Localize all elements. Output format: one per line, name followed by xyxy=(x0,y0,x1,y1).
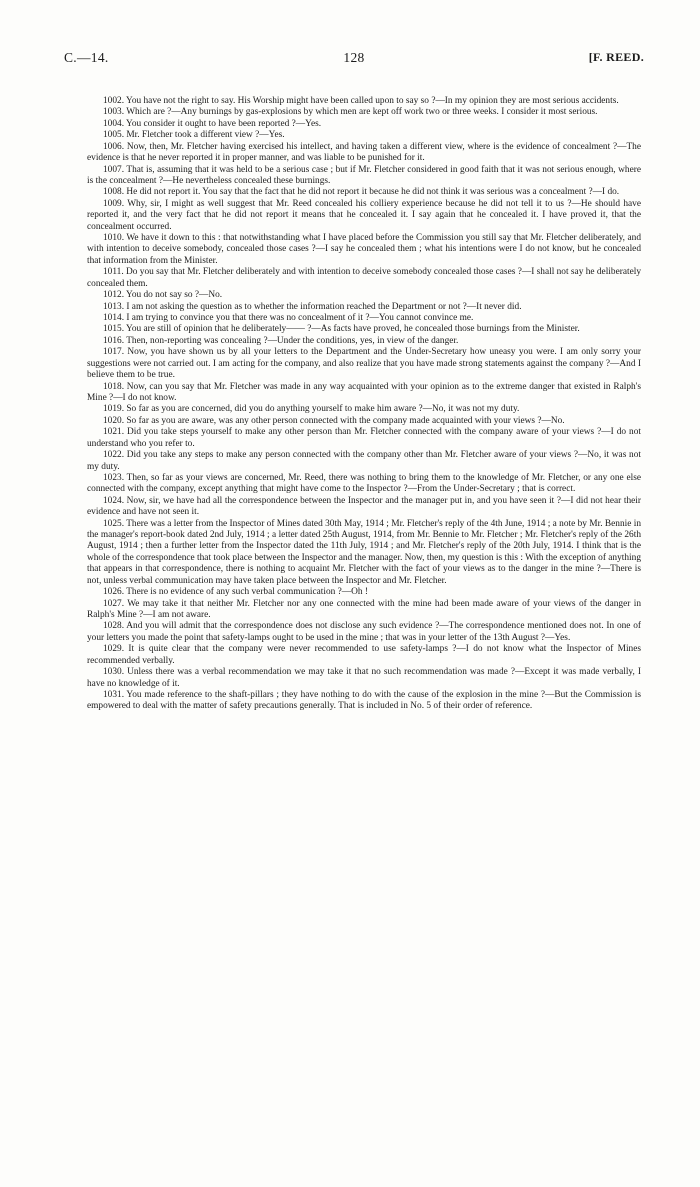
document-reference: C.—14. xyxy=(64,50,109,65)
question-1005: 1005. Mr. Fletcher took a different view ?—Yes. xyxy=(103,130,285,141)
page-number: 128 xyxy=(343,50,365,65)
question-1031: 1031. You made reference to the shaft-pillars ; they have nothing to do with the cause of the explosion in the mine ?—But the Commission is empowered to deal with the matter of safety precautions generally. That is included in No. 5 of their order of reference. xyxy=(87,689,641,712)
question-1002: 1002. You have not the right to say. His Worship might have been called upon to say so ?—In my opinion they are most serious accidents. xyxy=(103,96,619,106)
question-1023: 1023. Then, so far as your views are concerned, Mr. Reed, there was nothing to bring them to the knowledge of Mr. Fletcher, or any one else connected with the company, except anything that might have come to the Inspector ?—From the Under-Secretary ; that is correct. xyxy=(87,472,641,495)
question-1016: 1016. Then, non-reporting was concealing ?—Under the conditions, yes, in view of the danger. xyxy=(103,335,459,346)
question-1017: 1017. Now, you have shown us by all your letters to the Department and the Under-Secretary how uneasy you were. I am only sorry your suggestions were not carried out. I am acting for the company, and also realize that you have made strong statements against the company ?—And I believe them to be true. xyxy=(87,347,641,381)
question-1010: 1010. We have it down to this : that notwithstanding what I have placed before the Commission you still say that Mr. Fletcher deliberately, and with intention to deceive somebody, concealed those cases ?—I say he concealed them ; what his intentions were I do not know, but he concealed that information from the Minister. xyxy=(87,233,641,266)
question-1025: 1025. There was a letter from the Inspector of Mines dated 30th May, 1914 ; Mr. Fletcher's reply of the 4th June, 1914 ; a note by Mr. Bennie in the manager's report-book dated 2nd July, 1914 ; a letter dated 25th August, 1914, from Mr. Bennie to Mr. Fletcher ; Mr. Fletcher's reply of the 26th August, 1914 ; then a further letter from the Inspector dated the 11th July, 1914 ; and Mr. Fletcher's reply of the 20th July, 1914. I think that is the whole of the correspondence that took place between the Inspector and the manager. Now, then, my question is this : With the exception of anything that appears in that correspondence, there is nothing to acquaint Mr. Fletcher with the fact of your views as to the danger in the mine ?—There is not, unless verbal communication may have taken place between the Inspector and Mr. Fletcher. xyxy=(87,518,641,586)
question-1027: 1027. We may take it that neither Mr. Fletcher nor any one connected with the mine had been made aware of your views of the danger in Ralph's Mine ?—I am not aware. xyxy=(87,598,641,620)
question-1006: 1006. Now, then, Mr. Fletcher having exercised his intellect, and having taken a different view, where is the evidence of concealment ?—The evidence is that he never reported it in proper manner, and was liable to be punished for it. xyxy=(87,141,641,164)
question-1003: 1003. Which are ?—Any burnings by gas-explosions by which men are kept off work two or three weeks. I consider it most serious. xyxy=(103,107,598,118)
question-1015: 1015. You are still of opinion that he deliberately—— ?—As facts have proved, he concealed those burnings from the Minister. xyxy=(103,324,580,335)
question-1012: 1012. You do not say so ?—No. xyxy=(103,290,223,301)
question-1008: 1008. He did not report it. You say that the fact that he did not report it because he did not think it was serious was a concealment ?—I do. xyxy=(103,187,620,198)
question-1011: 1011. Do you say that Mr. Fletcher deliberately and with intention to deceive somebody concealed those cases ?—I shall not say he deliberately concealed them. xyxy=(87,267,641,289)
question-1009: 1009. Why, sir, I might as well suggest that Mr. Reed concealed his colliery experience because he did not tell it to us ?—He should have reported it, and the very fact that he did not report it means that he concealed it. I say again that he concealed it. I have proved it, that the concealment occurred. xyxy=(87,198,641,232)
question-1024: 1024. Now, sir, we have had all the correspondence between the Inspector and the manager put in, and you have seen it ?—I did not hear their evidence and have not seen it. xyxy=(87,495,641,518)
question-1022: 1022. Did you take any steps to make any person connected with the company other than Mr. Fletcher aware of your views ?—No, it was not my duty. xyxy=(87,450,641,472)
witness-name: [F. REED. xyxy=(588,50,644,64)
question-1014: 1014. I am trying to convince you that there was no concealment of it ?—You cannot convince me. xyxy=(103,313,474,324)
question-1026: 1026. There is no evidence of any such verbal communication ?—Oh ! xyxy=(103,587,369,598)
page-header xyxy=(64,50,644,72)
question-1013: 1013. I am not asking the question as to whether the information reached the Department or not ?—It never did. xyxy=(103,301,522,312)
question-1007: 1007. That is, assuming that it was held to be a serious case ; but if Mr. Fletcher considered in good faith that it was not serious enough, where is the concealment ?—He nevertheless concealed these burnings. xyxy=(87,164,641,186)
question-1020: 1020. So far as you are aware, was any other person connected with the company made acquainted with your views ?—No. xyxy=(103,415,565,426)
question-1029: 1029. It is quite clear that the company were never recommended to use safety-lamps ?—I do not know what the Inspector of Mines recommended verbally. xyxy=(87,644,641,666)
testimony-body xyxy=(87,96,641,713)
question-1030: 1030. Unless there was a verbal recommendation we may take it that no such recommendation was made ?—Except it was made verbally, I have no knowledge of it. xyxy=(87,667,641,689)
question-1028: 1028. And you will admit that the correspondence does not disclose any such evidence ?—The correspondence mentioned does not. In one of your letters you made the point that safety-lamps ought to be used in the mine ; that was in your letter of the 13th August ?—Yes. xyxy=(87,621,641,643)
question-1018: 1018. Now, can you say that Mr. Fletcher was made in any way acquainted with your opinion as to the extreme danger that existed in Ralph's Mine ?—I do not know. xyxy=(87,381,641,403)
question-1004: 1004. You consider it ought to have been reported ?—Yes. xyxy=(103,118,322,129)
question-1019: 1019. So far as you are concerned, did you do anything yourself to make him aware ?—No, it was not my duty. xyxy=(103,404,520,415)
question-1021: 1021. Did you take steps yourself to make any other person than Mr. Fletcher connected with the company aware of your views ?—I do not understand who you refer to. xyxy=(87,427,641,449)
